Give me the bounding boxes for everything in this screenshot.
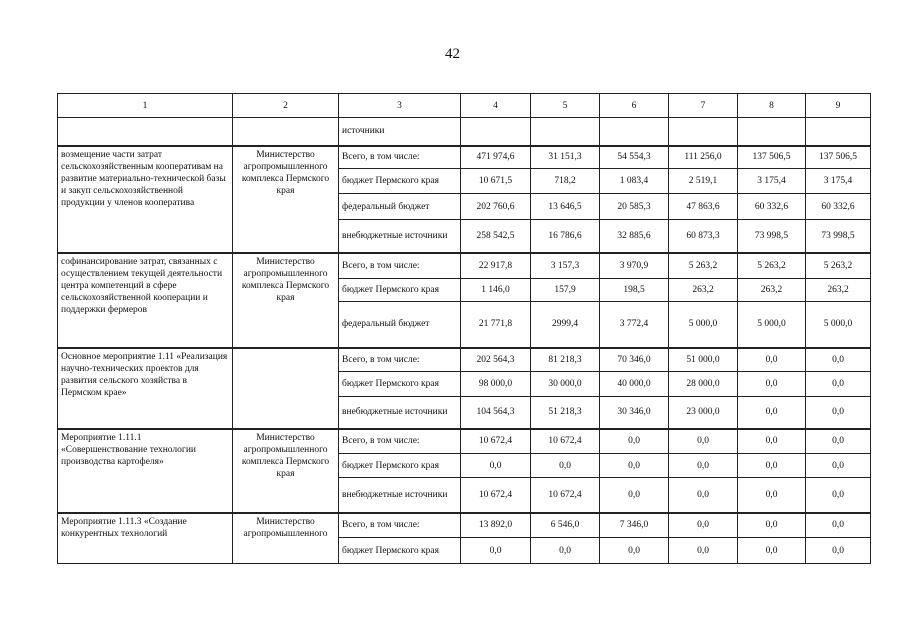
value-cell: 258 542,5 bbox=[461, 220, 531, 253]
value-cell: 0,0 bbox=[600, 454, 669, 478]
funding-source-cell: Всего, в том числе: bbox=[339, 146, 461, 169]
value-cell: 3 175,4 bbox=[806, 169, 871, 194]
value-cell: 60 332,6 bbox=[738, 194, 806, 220]
value-cell: 70 346,0 bbox=[600, 348, 669, 372]
value-cell: 263,2 bbox=[806, 279, 871, 302]
funding-source-cell: бюджет Пермского края bbox=[339, 538, 461, 564]
table-row bbox=[58, 513, 871, 538]
funding-source-cell: федеральный бюджет bbox=[339, 302, 461, 348]
value-cell: 263,2 bbox=[738, 279, 806, 302]
value-cell: 0,0 bbox=[806, 538, 871, 564]
table-row bbox=[58, 146, 871, 169]
executor-cell: Министерство агропромышленного комплекса Пермского края bbox=[233, 146, 339, 253]
value-cell: 10 671,5 bbox=[461, 169, 531, 194]
activity-name-cell: Мероприятие 1.11.3 «Создание конкурентных технологий bbox=[58, 513, 233, 564]
value-cell: 10 672,4 bbox=[531, 429, 600, 454]
value-cell: 5 000,0 bbox=[669, 302, 738, 348]
value-cell: 0,0 bbox=[461, 538, 531, 564]
value-cell: 3 157,3 bbox=[531, 253, 600, 279]
funding-source-cell: Всего, в том числе: bbox=[339, 429, 461, 454]
header-cell: 4 bbox=[461, 94, 531, 118]
header-cell: 7 bbox=[669, 94, 738, 118]
value-cell: 51 218,3 bbox=[531, 397, 600, 429]
value-cell: 5 000,0 bbox=[738, 302, 806, 348]
value-cell: 73 998,5 bbox=[806, 220, 871, 253]
value-cell: 6 546,0 bbox=[531, 513, 600, 538]
value-cell: 51 000,0 bbox=[669, 348, 738, 372]
value-cell: 28 000,0 bbox=[669, 372, 738, 397]
value-cell: 5 000,0 bbox=[806, 302, 871, 348]
value-cell: 718,2 bbox=[531, 169, 600, 194]
funding-source-cell: Всего, в том числе: bbox=[339, 348, 461, 372]
value-cell: 30 346,0 bbox=[600, 397, 669, 429]
value-cell: 0,0 bbox=[669, 429, 738, 454]
value-cell: 2 519,1 bbox=[669, 169, 738, 194]
value-cell: 198,5 bbox=[600, 279, 669, 302]
funding-source-cell: бюджет Пермского края bbox=[339, 454, 461, 478]
value-cell: 73 998,5 bbox=[738, 220, 806, 253]
value-cell: 0,0 bbox=[806, 372, 871, 397]
value-cell bbox=[531, 118, 600, 146]
header-cell: 2 bbox=[233, 94, 339, 118]
continuation-row bbox=[58, 118, 871, 146]
value-cell: 202 760,6 bbox=[461, 194, 531, 220]
value-cell: 60 332,6 bbox=[806, 194, 871, 220]
value-cell: 3 175,4 bbox=[738, 169, 806, 194]
value-cell: 31 151,3 bbox=[531, 146, 600, 169]
value-cell: 5 263,2 bbox=[806, 253, 871, 279]
funding-source-cell: внебюджетные источники bbox=[339, 220, 461, 253]
value-cell: 23 000,0 bbox=[669, 397, 738, 429]
header-cell: 1 bbox=[58, 94, 233, 118]
value-cell: 157,9 bbox=[531, 279, 600, 302]
funding-source-cell: бюджет Пермского края bbox=[339, 279, 461, 302]
funding-source-cell: внебюджетные источники bbox=[339, 478, 461, 513]
value-cell bbox=[600, 118, 669, 146]
header-row bbox=[58, 94, 871, 118]
value-cell: 0,0 bbox=[738, 538, 806, 564]
value-cell: 0,0 bbox=[669, 478, 738, 513]
executor-cell: Министерство агропромышленного комплекса Пермского края bbox=[233, 429, 339, 513]
value-cell: 0,0 bbox=[738, 372, 806, 397]
value-cell: 10 672,4 bbox=[461, 429, 531, 454]
value-cell: 0,0 bbox=[806, 429, 871, 454]
value-cell: 16 786,6 bbox=[531, 220, 600, 253]
value-cell: 0,0 bbox=[738, 348, 806, 372]
activity-name-cell: Мероприятие 1.11.1 «Совершенствование технологии производства картофеля» bbox=[58, 429, 233, 513]
value-cell: 0,0 bbox=[806, 397, 871, 429]
value-cell: 2999,4 bbox=[531, 302, 600, 348]
value-cell: 47 863,6 bbox=[669, 194, 738, 220]
value-cell: 32 885,6 bbox=[600, 220, 669, 253]
value-cell: 111 256,0 bbox=[669, 146, 738, 169]
activity-name-cell: софинансирование затрат, связанных с осуществлением текущей деятельности центра компетенций в сфере сельскохозяйственной кооперации и поддержки фермеров bbox=[58, 253, 233, 348]
value-cell: 13 646,5 bbox=[531, 194, 600, 220]
funding-source-cell: бюджет Пермского края bbox=[339, 372, 461, 397]
executor-cell bbox=[233, 348, 339, 429]
value-cell bbox=[738, 118, 806, 146]
value-cell: 0,0 bbox=[806, 513, 871, 538]
value-cell: 10 672,4 bbox=[461, 478, 531, 513]
value-cell: 40 000,0 bbox=[600, 372, 669, 397]
value-cell: 0,0 bbox=[738, 429, 806, 454]
executor-cell: Министерство агропромышленного комплекса Пермского края bbox=[233, 253, 339, 348]
value-cell: 0,0 bbox=[461, 454, 531, 478]
value-cell: 10 672,4 bbox=[531, 478, 600, 513]
value-cell bbox=[669, 118, 738, 146]
value-cell: 1 083,4 bbox=[600, 169, 669, 194]
value-cell: 5 263,2 bbox=[738, 253, 806, 279]
value-cell: 81 218,3 bbox=[531, 348, 600, 372]
value-cell: 0,0 bbox=[738, 454, 806, 478]
header-cell: 8 bbox=[738, 94, 806, 118]
value-cell: 0,0 bbox=[806, 348, 871, 372]
value-cell: 20 585,3 bbox=[600, 194, 669, 220]
table-row bbox=[58, 253, 871, 279]
value-cell: 0,0 bbox=[806, 454, 871, 478]
table-row bbox=[58, 429, 871, 454]
value-cell: 0,0 bbox=[531, 538, 600, 564]
header-cell: 9 bbox=[806, 94, 871, 118]
value-cell: 7 346,0 bbox=[600, 513, 669, 538]
value-cell: 0,0 bbox=[738, 513, 806, 538]
header-cell: 6 bbox=[600, 94, 669, 118]
value-cell: 0,0 bbox=[806, 478, 871, 513]
table-body bbox=[58, 94, 871, 564]
activity-name-cell: Основное мероприятие 1.11 «Реализация научно-технических проектов для развития сельского хозяйства в Пермском крае» bbox=[58, 348, 233, 429]
table-row bbox=[58, 348, 871, 372]
value-cell: 30 000,0 bbox=[531, 372, 600, 397]
value-cell: 54 554,3 bbox=[600, 146, 669, 169]
value-cell: 22 917,8 bbox=[461, 253, 531, 279]
funding-source-cell: Всего, в том числе: bbox=[339, 253, 461, 279]
value-cell: 0,0 bbox=[600, 429, 669, 454]
funding-source-cell: внебюджетные источники bbox=[339, 397, 461, 429]
funding-source-cell: бюджет Пермского края bbox=[339, 169, 461, 194]
value-cell bbox=[806, 118, 871, 146]
value-cell: 0,0 bbox=[600, 478, 669, 513]
funding-table bbox=[57, 93, 871, 564]
funding-source-cell: Всего, в том числе: bbox=[339, 513, 461, 538]
activity-name-cell bbox=[58, 118, 233, 146]
value-cell: 0,0 bbox=[738, 397, 806, 429]
value-cell: 0,0 bbox=[738, 478, 806, 513]
value-cell: 471 974,6 bbox=[461, 146, 531, 169]
value-cell: 0,0 bbox=[600, 538, 669, 564]
value-cell: 202 564,3 bbox=[461, 348, 531, 372]
value-cell: 21 771,8 bbox=[461, 302, 531, 348]
value-cell bbox=[461, 118, 531, 146]
funding-source-cell: источники bbox=[339, 118, 461, 146]
activity-name-cell: возмещение части затрат сельскохозяйственным кооперативам на развитие материально-технической базы и закуп сельскохозяйственной продукции у членов кооператива bbox=[58, 146, 233, 253]
header-cell: 5 bbox=[531, 94, 600, 118]
value-cell: 98 000,0 bbox=[461, 372, 531, 397]
value-cell: 0,0 bbox=[669, 513, 738, 538]
value-cell: 5 263,2 bbox=[669, 253, 738, 279]
value-cell: 0,0 bbox=[669, 454, 738, 478]
executor-cell bbox=[233, 118, 339, 146]
header-cell: 3 bbox=[339, 94, 461, 118]
value-cell: 0,0 bbox=[531, 454, 600, 478]
value-cell: 3 772,4 bbox=[600, 302, 669, 348]
value-cell: 13 892,0 bbox=[461, 513, 531, 538]
funding-source-cell: федеральный бюджет bbox=[339, 194, 461, 220]
page-number: 42 bbox=[445, 46, 460, 62]
value-cell: 137 506,5 bbox=[806, 146, 871, 169]
value-cell: 263,2 bbox=[669, 279, 738, 302]
value-cell: 3 970,9 bbox=[600, 253, 669, 279]
value-cell: 104 564,3 bbox=[461, 397, 531, 429]
value-cell: 1 146,0 bbox=[461, 279, 531, 302]
value-cell: 137 506,5 bbox=[738, 146, 806, 169]
value-cell: 60 873,3 bbox=[669, 220, 738, 253]
executor-cell: Министерство агропромышленного bbox=[233, 513, 339, 564]
value-cell: 0,0 bbox=[669, 538, 738, 564]
